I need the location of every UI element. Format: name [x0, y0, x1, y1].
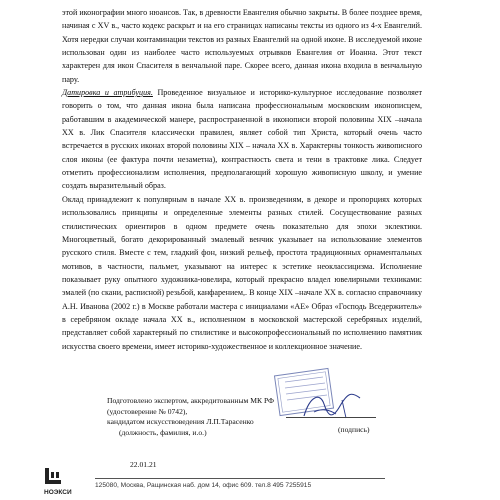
paragraph-1: этой иконографии много нюансов. Так, в древности Евангелия обычно закрыты. В более позднее время, начиная с XV в., часто кодекс раскрыт и на его страницах написаны тексты из одного из 4-х Евангелий. Хотя нередки случаи контаминации текстов из разных Евангелий на одной иконе. В исследуемой иконе использован один из наиболее часто используемых отрывков Евангелия от Иоанна. Этот текст характерен для икон Спасителя в венчальной паре. Скорее всего, данная икона входила в венчальную пару.	[62, 8, 423, 84]
document-date: 22.01.21	[130, 460, 157, 469]
section-heading: Датировка и атрибуция.	[62, 88, 153, 98]
signature-caption-right: (подпись)	[338, 425, 370, 434]
signature-line-3: кандидатом искусствоведения Л.П.Тарасенко	[107, 417, 254, 426]
logo-text: НОЭКСИ	[44, 489, 72, 496]
footer-address: 125080, Москва, Ращинская наб. дом 14, офис 609. тел.8 495 7255915	[95, 482, 312, 489]
signature-line-1: Подготовлено экспертом, аккредитованным МК РФ	[107, 396, 275, 405]
paragraph-2: Датировка и атрибуция. Проведенное визуальное и историко-культурное исследование позволяет говорить о том, что данная икона была написана профессиональным московским иконописцем, работавшим в академической манере, распространенной в иконописи второй половины XIX –начала XX в. Лик Спасителя классически правилен, являет собой тип Христа, который очень часто встречается в русских иконах второй половины XIX – начала XX в. Характерны тонкость живописного слоя иконы (ее фактура почти незаметна), контрастность света и тени в трактовке лика. Следует отметить профессионализм исполнения, предполагающий хорошую живописную школу, и умение создать выразительный образ.	[62, 88, 422, 191]
signature-line-2: (удостоверение № 0742),	[107, 406, 188, 416]
body-text	[62, 6, 422, 353]
signature-caption-left: (должность, фамилия, и.о.)	[119, 427, 207, 437]
paragraph-3: Оклад принадлежит к популярным в начале XX в. произведениям, в декоре и пропорциях которых использовались принципы и определенные элементы разных стилей. Сосуществование разных стилистических ориентиров в одном предмете очень показательно для эпохи эклектики. Многоцветный, богато декорированный эмалевый венчик указывает на использование элементов русского стиля. Вместе с тем, гладкий фон, низкий рельеф, простота традиционных орнаментальных мотивов, в частности, пальмет, указывают на интерес к эстетике неоклассицизма. Исполнение показывает руку опытного художника-ювелира, который прекрасно владел ювелирными техниками: эмалей (по скани, расписной) резьбой, канфарением,. В конце XIX –начале XX в. согласно справочнику А.Н. Иванова (2002 г.) в Москве работали мастера с инициалами «АЕ» Образ «Господь Вседержитель» в серебряном окладе начала XX в., исполненном в московской мастерской серебряных изделий, представляет собой характерный по стилистике и высокопрофессиональный по исполнению памятник искусства своего времени, имеет историко-художественное и коллекционное значение.	[62, 194, 423, 351]
footer-rule	[95, 478, 385, 479]
noexi-logo	[43, 466, 79, 496]
signature-rule	[286, 417, 376, 418]
